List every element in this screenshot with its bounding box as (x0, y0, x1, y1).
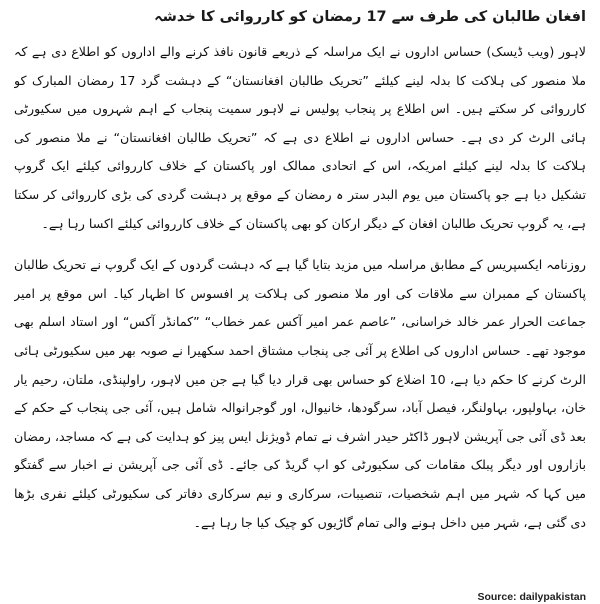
paragraph-2: روزنامہ ایکسپریس کے مطابق مراسلہ میں مزید بتایا گیا ہے کہ دہشت گردوں کے ایک گروپ نے تحریک طالبان پاکستان کے ممبران سے ملاقات کی اور ملا منصور کی ہلاکت پر افسوس کا اظہار کیا۔ اس موقع پر امیر جماعت الحرار عمر خالد خراسانی، ”عاصم عمر امیر آکس عمر خطاب“ ”کمانڈر آکس“ اور استاد اسلم بھی موجود تھے۔ حساس اداروں کی اطلاع پر آئی جی پنجاب مشتاق احمد سکھیرا نے صوبہ بھر میں سکیورٹی ہائی الرٹ کرنے کا حکم دیا ہے، 10 اضلاع کو حساس بھی قرار دیا گیا ہے جن میں لاہور، راولپنڈی، ملتان، رحیم یار خان، بہاولپور، بہاولنگر، فیصل آباد، سرگودھا، خانیوال، اور گوجرانوالہ شامل ہیں، آئی جی پنجاب کے حکم کے بعد ڈی آئی جی آپریشن لاہور ڈاکٹر حیدر اشرف نے تمام ڈویژنل ایس پیز کو ہدایت کی ہے کہ مساجد، رمضان بازاروں اور دیگر پبلک مقامات کی سکیورٹی کو اپ گریڈ کی جائے۔ ڈی آئی جی آپریشن نے اخبار سے گفتگو میں کہا کہ شہر میں اہم شخصیات، تنصیبات، سرکاری و نیم سرکاری دفاتر کی سکیورٹی کیلئے نفری بڑھا دی گئی ہے، شہر میں داخل ہونے والی تمام گاڑیوں کو چیک کیا جا رہا ہے۔ (14, 257, 586, 530)
article (14, 0, 586, 600)
headline: افغان طالبان کی طرف سے 17 رمضان کو کارروائی کا خدشہ (154, 9, 586, 25)
paragraph-1: لاہور (ویب ڈیسک) حساس اداروں نے ایک مراسلہ کے ذریعے قانون نافذ کرنے والے اداروں کو اطلاع دی ہے کہ ملا منصور کی ہلاکت کا بدلہ لینے کیلئے ”تحریک طالبان افغانستان“ کے دہشت گرد 17 رمضان المبارک کو کارروائی کر سکتے ہیں۔ اس اطلاع پر پنجاب پولیس نے لاہور سمیت پنجاب کے اہم شہروں میں سکیورٹی ہائی الرٹ کر دی ہے۔ حساس اداروں نے اطلاع دی ہے کہ ”تحریک طالبان افغانستان“ نے ملا منصور کی ہلاکت کا بدلہ لینے کیلئے امریکہ، اس کے اتحادی ممالک اور پاکستان کے خلاف کارروائی کیلئے ایک گروپ تشکیل دیا ہے جو پاکستان میں یوم البدر ستر ہ رمضان کے موقع پر دہشت گردی کی بڑی کارروائی کر سکتا ہے، یہ گروپ تحریک طالبان افغان کے دیگر ارکان کو بھی پاکستان کے خلاف کارروائی کیلئے اکسا رہا ہے۔ (14, 44, 586, 231)
source-credit: Source: dailypakistan (477, 591, 586, 603)
